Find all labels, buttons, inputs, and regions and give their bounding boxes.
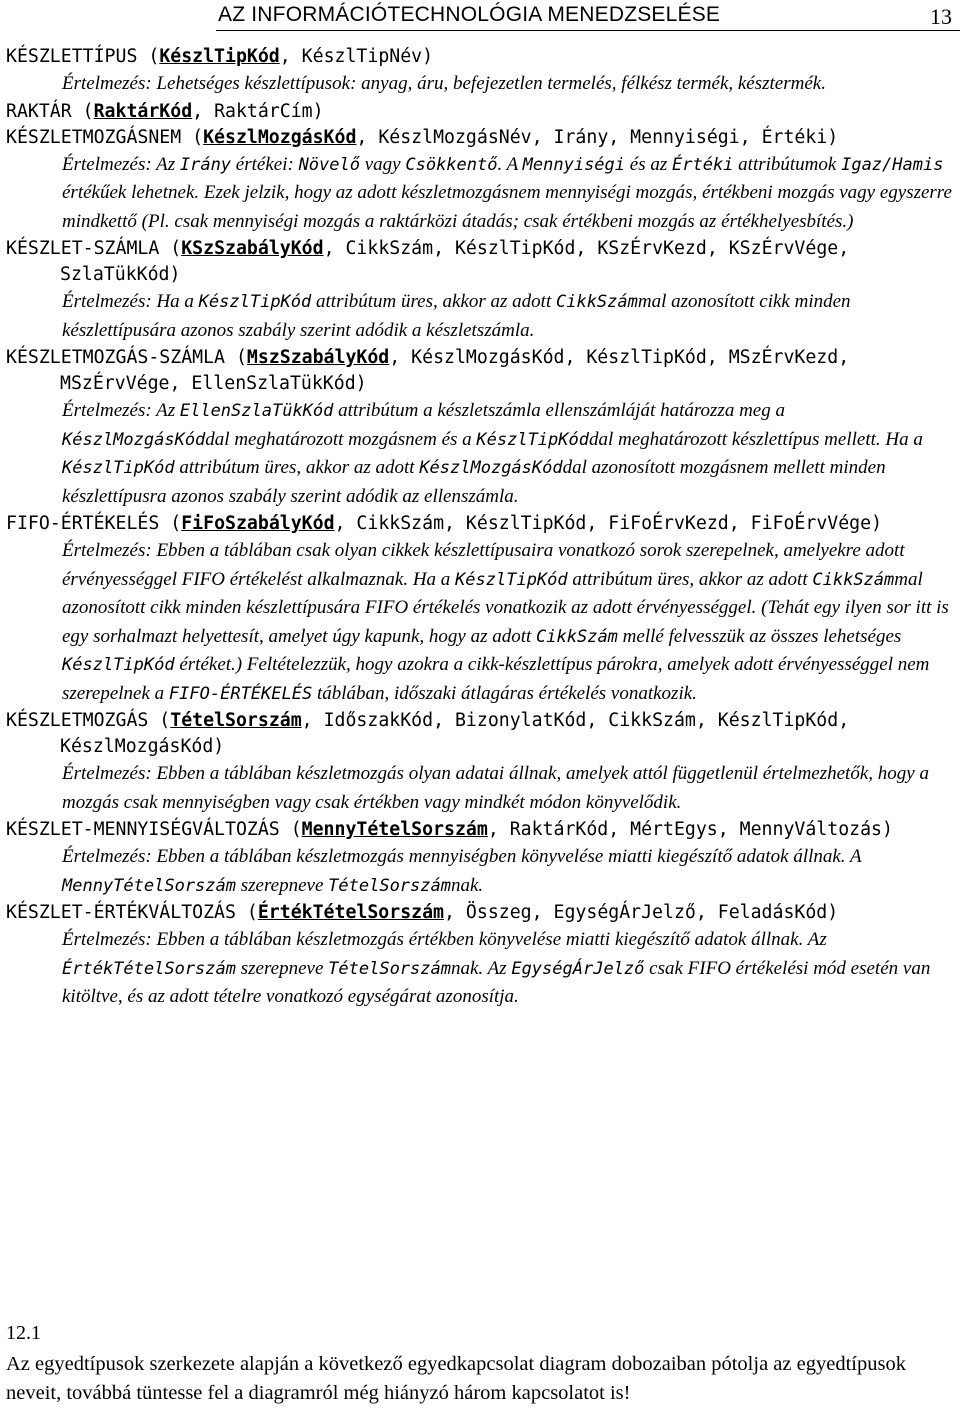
interpretation-text: értéket.) Feltételezzük, hogy azokra a cikk-készlettípus párokra, amelyek adott érvényességgel nem szerepelnek a: [62, 654, 930, 704]
attribute-reference: FIFO-ÉRTÉKELÉS: [168, 683, 313, 704]
entity-attributes: , IdőszakKód, BizonylatKód, CikkSzám, KészlTipKód, KészlMozgásKód): [60, 710, 850, 757]
entity-definition: [6, 44, 956, 70]
entity-name: KÉSZLETMOZGÁS: [6, 710, 149, 731]
attribute-reference: KészlTipKód: [476, 429, 589, 450]
task-text: Az egyedtípusok szerkezete alapján a következő egyedkapcsolat diagram dobozaiban pótolja az egyedtípusok neveit, továbbá tüntesse fel a diagramról még hiányzó három kapcsolatot is!: [6, 1353, 906, 1404]
entity-interpretation: [62, 70, 956, 99]
primary-key: KészlMozgásKód: [203, 126, 357, 148]
interpretation-text: mellé felvesszük az összes lehetséges: [617, 625, 902, 647]
attribute-reference: KészlTipKód: [62, 655, 175, 675]
attribute-reference: KészlTipKód: [455, 569, 568, 590]
interpretation-text: szerepneve: [236, 957, 329, 979]
interpretation-text: Értelmezés: Ha a: [62, 291, 199, 312]
page-header: [0, 0, 960, 32]
attribute-reference: Igaz/Hamis: [841, 154, 944, 175]
entity-interpretation: [62, 151, 956, 237]
entity-interpretation: [62, 926, 956, 1012]
interpretation-text: szerepneve: [236, 874, 329, 896]
attribute-reference: EllenSzlaTükKód: [179, 401, 334, 421]
interpretation-text: Értelmezés: Ebben a táblában készletmozgás olyan adatai állnak, amelyek attól függetlenül értelmezhetők, hogy a mozgás csak mennyiségben vagy csak értékben vagy mindkét módon könyvelődik.: [62, 763, 929, 813]
interpretation-text: Értelmezés: Ebben a táblában csak olyan cikkek készlettípusaira vonatkozó sorok szerepelnek, amelyekre adott érvényességgel FIFO értékelést alkalmaznak. Ha a: [62, 540, 905, 590]
page-number: 13: [930, 4, 952, 29]
entity-open-paren: (: [235, 902, 258, 923]
header-rule: [216, 30, 960, 31]
interpretation-text: csak FIFO értékelési mód esetén van kitöltve, és az adott tételre vonatkozó egységárat azonosítja.: [62, 957, 931, 1007]
entity-name: KÉSZLETMOZGÁS-SZÁMLA: [6, 347, 225, 368]
entity-definition: [6, 236, 956, 288]
entity-open-paren: (: [137, 46, 160, 67]
interpretation-text: Értelmezés: Ebben a táblában készletmozgás értékben könyvelése miatti kiegészítő adatok állnak. Az: [62, 929, 827, 950]
entity-definition: [6, 125, 956, 151]
entity-name: KÉSZLETMOZGÁSNEM: [6, 126, 182, 148]
attribute-reference: CikkSzám: [812, 569, 895, 590]
attribute-reference: Mennyiségi: [522, 154, 626, 175]
interpretation-text: Értelmezés: Az: [62, 400, 180, 421]
interpretation-text: Értelmezés: Ebben a táblában készletmozgás mennyiségben könyvelése miatti kiegészítő adatok állnak. A: [62, 846, 862, 867]
entity-interpretation: [62, 397, 956, 511]
entity-attributes: , RaktárCím): [192, 100, 324, 122]
interpretation-text: attribútum üres, akkor az adott: [311, 291, 556, 312]
primary-key: MszSzabályKód: [246, 347, 390, 368]
entity-name: KÉSZLET-MENNYISÉGVÁLTOZÁS: [6, 819, 280, 840]
primary-key: FiFoSzabályKód: [181, 513, 335, 534]
interpretation-text: mal azonosított cikk minden készlettípusára FIFO értékelés vonatkozik az adott érvényességgel. (Tehát egy ilyen sor itt is egy sorhalmazt helyettesít, amelyet úgy kapunk, hogy az adott: [62, 568, 949, 647]
attribute-reference: KészlMozgásKód: [62, 429, 206, 450]
interpretation-text: nak.: [450, 874, 484, 896]
attribute-reference: CikkSzám: [555, 292, 638, 312]
entity-attributes: , KészlMozgásNév, Irány, Mennyiségi, Értéki): [356, 126, 839, 148]
interpretation-text: . A: [497, 153, 523, 175]
attribute-reference: KészlMozgásKód: [419, 458, 563, 478]
entity-open-paren: (: [71, 100, 94, 122]
primary-key: KSzSzabályKód: [181, 238, 324, 259]
entity-attributes: , Összeg, EgységÁrJelző, FeladásKód): [444, 902, 839, 923]
entity-definition: [6, 99, 956, 125]
attribute-reference: Növelő: [298, 154, 360, 175]
primary-key: MennyTételSorszám: [301, 819, 488, 840]
entity-open-paren: (: [159, 513, 182, 534]
attribute-reference: KészlTipKód: [198, 292, 312, 312]
attribute-reference: TételSorszám: [328, 958, 451, 979]
attribute-reference: ÉrtékTételSorszám: [62, 958, 236, 979]
entity-name: RAKTÁR: [6, 100, 72, 122]
entity-interpretation: [62, 843, 956, 900]
interpretation-text: dal azonosított mozgásnem mellett minden készlettípusra azonos szabály szerint adódik az ellenszámla.: [62, 457, 886, 507]
primary-key: KészlTipKód: [159, 46, 280, 67]
entity-attributes: , KészlMozgásKód, KészlTipKód, MSzÉrvKezd, MSzÉrvVége, EllenSzlaTükKód): [60, 347, 850, 394]
interpretation-text: Értelmezés: Lehetséges készlettípusok: anyag, áru, befejezetlen termelés, félkész termék, késztermék.: [62, 73, 826, 94]
interpretation-text: dal meghatározott készlettípus mellett. Ha a: [588, 428, 923, 450]
interpretation-text: attribútum üres, akkor az adott: [174, 457, 420, 478]
interpretation-text: táblában, időszaki átlagáras értékelés vonatkozik.: [312, 682, 697, 704]
entity-name: KÉSZLET-SZÁMLA: [6, 238, 160, 259]
entity-definition: [6, 708, 956, 760]
entity-definition: [6, 817, 956, 843]
entity-open-paren: (: [181, 126, 204, 148]
attribute-reference: KészlTipKód: [62, 458, 175, 478]
entity-definition: [6, 345, 956, 397]
interpretation-text: attribútum a készletszámla ellenszámláját határozza meg a: [333, 400, 785, 421]
section-number: 12.1: [6, 1322, 41, 1344]
entity-interpretation: [62, 537, 956, 708]
interpretation-text: mal azonosított cikk minden készlettípusára azonos szabály szerint adódik a készletszámla.: [62, 291, 851, 341]
entity-open-paren: (: [225, 347, 247, 368]
interpretation-text: dal meghatározott mozgásnem és a: [205, 428, 477, 450]
interpretation-text: nak. Az: [450, 957, 512, 979]
entity-attributes: , CikkSzám, KészlTipKód, FiFoÉrvKezd, FiFoÉrvVége): [334, 513, 883, 534]
interpretation-text: és az: [625, 153, 672, 175]
primary-key: RaktárKód: [93, 100, 193, 122]
entity-attributes: , CikkSzám, KészlTipKód, KSzÉrvKezd, KSzÉrvVége, SzlaTükKód): [60, 238, 850, 285]
interpretation-text: értékűek lehetnek. Ezek jelzik, hogy az adott készletmozgásnem mennyiségi mozgás, értékbeni mozgás vagy egyszerre mindkettő (Pl. csak mennyiségi mozgás a raktárközi átadás; csak értékbeni mozgás az értékhelyesbítés.): [62, 182, 952, 232]
entity-name: KÉSZLETTÍPUS: [6, 46, 138, 67]
interpretation-text: értékei:: [231, 153, 299, 175]
entity-list: [6, 44, 956, 1012]
entity-open-paren: (: [148, 710, 171, 731]
entity-definition: [6, 900, 956, 926]
primary-key: TételSorszám: [170, 710, 302, 731]
entity-interpretation: [62, 760, 956, 817]
attribute-reference: TételSorszám: [328, 875, 451, 896]
primary-key: ÉrtékTételSorszám: [257, 902, 445, 923]
entity-name: KÉSZLET-ÉRTÉKVÁLTOZÁS: [6, 902, 236, 923]
interpretation-text: attribútum üres, akkor az adott: [567, 568, 813, 590]
header-title: AZ INFORMÁCIÓTECHNOLÓGIA MENEDZSELÉSE: [218, 3, 721, 26]
interpretation-text: vagy: [359, 153, 406, 175]
attribute-reference: CikkSzám: [536, 626, 618, 647]
attribute-reference: Csökkentő: [405, 154, 498, 175]
interpretation-text: attribútumok: [733, 153, 842, 175]
entity-open-paren: (: [159, 238, 182, 259]
entity-definition: [6, 511, 956, 537]
entity-open-paren: (: [279, 819, 302, 840]
attribute-reference: EgységÁrJelző: [511, 958, 645, 979]
attribute-reference: MennyTételSorszám: [62, 875, 236, 896]
entity-interpretation: [62, 288, 956, 345]
entity-attributes: , RaktárKód, MértEgys, MennyVáltozás): [487, 819, 893, 840]
entity-attributes: , KészlTipNév): [279, 46, 434, 67]
interpretation-text: Értelmezés: Az: [62, 153, 180, 175]
attribute-reference: Értéki: [672, 154, 734, 175]
attribute-reference: Irány: [179, 154, 232, 175]
entity-name: FIFO-ÉRTÉKELÉS: [6, 513, 160, 534]
